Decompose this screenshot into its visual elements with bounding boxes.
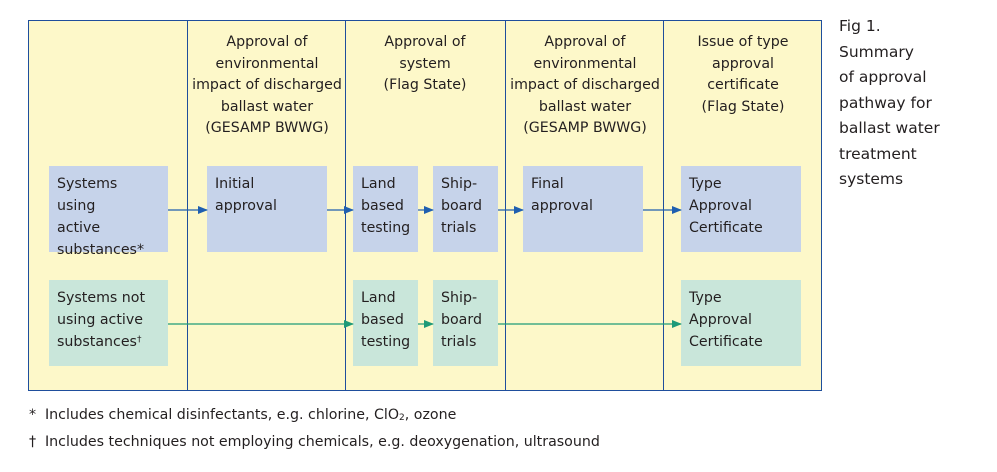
shipboard-trials-box-inactive: Ship- board trials: [433, 280, 498, 366]
land-based-testing-box-active: Land based testing: [353, 166, 418, 252]
dagger-text: Includes techniques not employing chemicals, e.g. deoxygenation, ultrasound: [45, 434, 600, 450]
land-based-testing-box-inactive: Land based testing: [353, 280, 418, 366]
shipboard-trials-box-active: Ship- board trials: [433, 166, 498, 252]
final-approval-box: Final approval: [523, 166, 643, 252]
dagger-mark: †: [136, 335, 142, 345]
active-substances-label-box: Systems using active substances*: [49, 166, 168, 252]
dagger-footnote-mark: †: [29, 434, 37, 450]
approval-pathway-diagram: [28, 20, 822, 391]
non-active-label-text: Systems not using active substances: [57, 290, 146, 350]
footnote-asterisk: [29, 406, 456, 424]
initial-approval-box: Initial approval: [207, 166, 327, 252]
asterisk-mark: *: [29, 407, 37, 423]
type-approval-certificate-box-active: Type Approval Certificate: [681, 166, 801, 252]
type-approval-certificate-box-inactive: Type Approval Certificate: [681, 280, 801, 366]
column-heading-certificate: Issue of type approval certificate (Flag State): [697, 34, 789, 115]
column-heading-flag-state-system: Approval of system (Flag State): [383, 34, 467, 93]
flow-arrows: [29, 21, 823, 392]
asterisk-text-before: Includes chemical disinfectants, e.g. chlorine, ClO: [45, 407, 400, 423]
footnote-dagger: [29, 433, 600, 451]
asterisk-subscript: 2: [399, 413, 405, 423]
asterisk-text-after: , ozone: [404, 407, 457, 423]
figure-caption: Fig 1. Summary of approval pathway for ballast water treatment systems: [839, 17, 940, 188]
column-heading-gesamp-initial: Approval of environmental impact of discharged ballast water (GESAMP BWWG): [192, 34, 342, 136]
column-heading-gesamp-final: Approval of environmental impact of discharged ballast water (GESAMP BWWG): [510, 34, 660, 136]
